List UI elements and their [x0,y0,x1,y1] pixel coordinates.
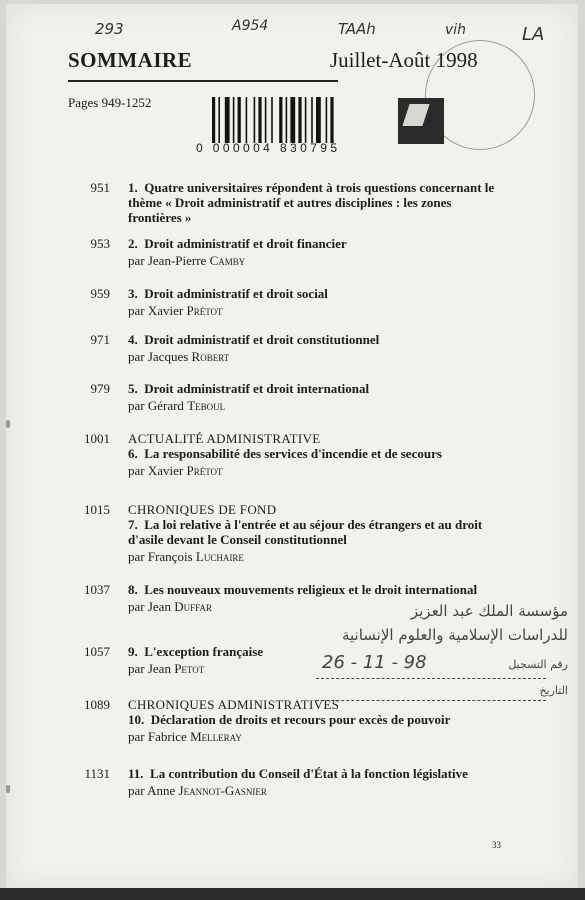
toc-author-surname: Prétot [186,463,223,478]
publisher-logo [398,98,444,144]
toc-page-number: 1001 [84,431,110,446]
toc-page-number: 1089 [84,697,110,712]
toc-page-number: 953 [90,236,110,251]
toc-author [128,783,506,798]
registration-stamp [306,600,576,750]
stamp-date-label: التاريخ [539,684,568,697]
toc-author-surname: Petot [174,661,205,676]
toc-entry-body [128,502,506,564]
toc-author-surname: Jeannot-Gasnier [178,783,267,798]
toc-author-given-name: par Xavier [128,463,187,478]
toc-author-surname: Melleray [190,729,242,744]
toc-article-title: 5. Droit administratif et droit international [128,381,370,396]
punch-hole-mark [6,785,10,793]
toc-author-given-name: par Anne [128,783,179,798]
toc-author-surname: Luchaire [195,549,244,564]
barcode-number: 0 000004 830795 [196,141,341,155]
stamp-rule [316,678,546,679]
toc-author-surname: Duffar [174,599,212,614]
toc-page-number: 1015 [84,502,110,517]
issue-date: Juillet-Août 1998 [330,48,478,72]
toc-entry-body [128,381,506,413]
page-title: SOMMAIRE [68,48,193,72]
toc-page-number: 1057 [84,644,110,659]
toc-author-given-name: par Gérard [128,398,188,413]
toc-article-title: 7. La loi relative à l'entrée et au séjour des étrangers et au droit d'asile devant le Conseil constitutionnel [128,517,483,547]
scan-bottom-edge [0,888,585,900]
toc-entry-body [128,236,506,268]
toc-author-given-name: par Jean [128,661,175,676]
toc-article-title: 9. L'exception française [128,644,264,659]
stamp-institution: مؤسسة الملك عبد العزيز [410,602,568,620]
handwritten-note-1: 293 [95,20,124,38]
toc-author [128,349,506,364]
toc-page-number: 959 [90,286,110,301]
handwritten-note-3: TAAh [338,20,376,38]
toc-page-number: 971 [90,332,110,347]
stamp-date: 26 - 11 - 98 [322,652,427,673]
toc-author-given-name: par François [128,549,196,564]
toc-article-title: 4. Droit administratif et droit constitutionnel [128,332,380,347]
toc-author [128,549,506,564]
header-rule [68,80,338,82]
toc-entry-body [128,286,506,318]
toc-author-given-name: par Jacques [128,349,192,364]
toc-entry-body [128,431,506,478]
toc-page-number: 1037 [84,582,110,597]
toc-page-number: 951 [90,180,110,195]
toc-section-heading: CHRONIQUES DE FOND [128,502,277,517]
toc-article-title: 6. La responsabilité des services d'incendie et de secours [128,446,442,461]
toc-article-title: 10. Déclaration de droits et recours pour excès de pouvoir [128,712,451,727]
toc-section-heading: ACTUALITÉ ADMINISTRATIVE [128,431,321,446]
page-number: 33 [492,840,501,850]
punch-hole-mark [6,420,10,428]
toc-author [128,303,506,318]
toc-section-heading: CHRONIQUES ADMINISTRATIVES [128,697,340,712]
toc-author-given-name: par Jean [128,599,175,614]
toc-author [128,463,506,478]
toc-entry-body [128,332,506,364]
handwritten-note-5: LA [522,24,545,45]
stamp-institution-sub: للدراسات الإسلامية والعلوم الإنسانية [341,626,568,644]
toc-article-title: 8. Les nouveaux mouvements religieux et le droit international [128,582,478,597]
toc-article-title: 3. Droit administratif et droit social [128,286,328,301]
toc-author-surname: Prétot [186,303,223,318]
stamp-rule [316,700,546,701]
toc-author-surname: Camby [209,253,246,268]
toc-author-given-name: par Fabrice [128,729,191,744]
stamp-registration-label: رقم التسجيل [508,658,568,671]
toc-article-title: 2. Droit administratif et droit financier [128,236,347,251]
toc-entry-body [128,180,506,225]
toc-article-title: 11. La contribution du Conseil d'État à la fonction législative [128,766,468,781]
toc-author-surname: Teboul [187,398,226,413]
toc-author-surname: Robert [191,349,230,364]
toc-article-title: 1. Quatre universitaires répondent à trois questions concernant le thème « Droit administratif et autres disciplines : les zones frontières » [128,180,495,225]
toc-entry-body [128,766,506,798]
toc-author [128,398,506,413]
toc-author [128,253,506,268]
page-range: Pages 949-1252 [68,95,152,110]
barcode [210,97,390,143]
toc-page-number: 979 [90,381,110,396]
toc-author-given-name: par Jean-Pierre [128,253,210,268]
toc-page-number: 1131 [84,766,110,781]
handwritten-note-4: vih [445,22,467,38]
handwritten-note-2: A954 [232,18,269,34]
toc-author-given-name: par Xavier [128,303,187,318]
